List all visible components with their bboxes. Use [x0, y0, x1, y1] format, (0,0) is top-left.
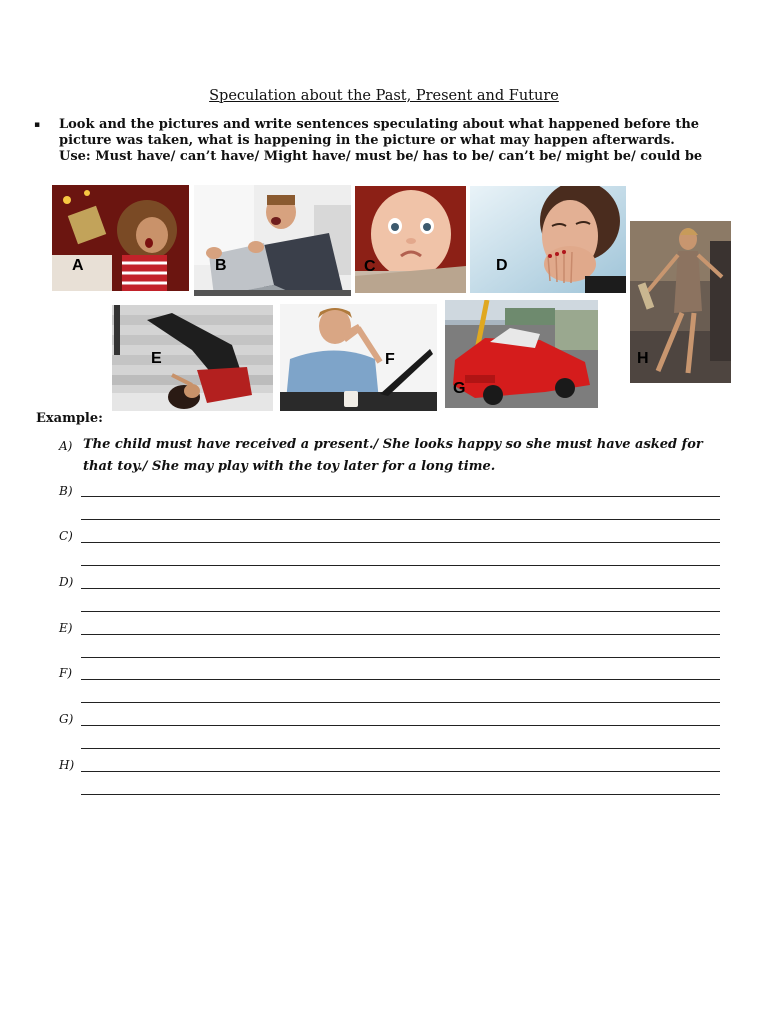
- shocked-woman-image: [470, 186, 626, 293]
- answer-line-b-2[interactable]: [81, 519, 720, 520]
- crashed-car-image: [445, 300, 598, 408]
- picture-h: [630, 221, 731, 383]
- crying-baby-image: [355, 186, 466, 293]
- instructions-line-2: picture was taken, what is happening in the picture or what may happen afterwards.: [59, 133, 675, 148]
- worksheet-title: Speculation about the Past, Present and Future: [209, 88, 559, 104]
- stressed-man-computer-image: [280, 304, 437, 411]
- answer-letter-f: F): [59, 666, 73, 680]
- answer-line-g-1[interactable]: [81, 725, 720, 726]
- woman-falling-stairs-image: [112, 305, 273, 411]
- answer-line-h-2[interactable]: [81, 794, 720, 795]
- example-sentence-line-1: The child must have received a present./ She looks happy so she must have asked for: [83, 437, 703, 452]
- answer-line-f-2[interactable]: [81, 702, 720, 703]
- answer-letter-h: H): [59, 758, 75, 772]
- instructions-line-3: Use: Must have/ can’t have/ Might have/ must be/ has to be/ can’t be/ might be/ could be: [59, 149, 703, 164]
- picture-e: [112, 305, 273, 411]
- answer-line-d-1[interactable]: [81, 588, 720, 589]
- bullet-icon: ▪: [34, 120, 41, 130]
- answer-line-d-2[interactable]: [81, 611, 720, 612]
- picture-letter-c: C: [364, 258, 376, 275]
- answer-letter-e: E): [59, 621, 73, 635]
- answer-letter-b: B): [59, 484, 73, 498]
- christmas-child-image: [52, 185, 189, 291]
- example-sentence-line-2: that toy./ She may play with the toy later for a long time.: [83, 459, 496, 474]
- answer-line-h-1[interactable]: [81, 771, 720, 772]
- picture-f: [280, 304, 437, 411]
- answer-line-e-1[interactable]: [81, 634, 720, 635]
- answer-line-f-1[interactable]: [81, 679, 720, 680]
- picture-a: [52, 185, 189, 291]
- answer-line-g-2[interactable]: [81, 748, 720, 749]
- answer-line-c-2[interactable]: [81, 565, 720, 566]
- answer-line-e-2[interactable]: [81, 657, 720, 658]
- picture-letter-b: B: [215, 257, 227, 274]
- answer-letter-g: G): [59, 712, 74, 726]
- picture-letter-h: H: [637, 350, 649, 367]
- picture-letter-f: F: [385, 351, 395, 368]
- picture-letter-d: D: [496, 257, 508, 274]
- answer-line-b-1[interactable]: [81, 496, 720, 497]
- example-letter: A): [59, 439, 73, 453]
- angry-man-laptop-image: [194, 185, 351, 296]
- picture-d: [470, 186, 626, 293]
- picture-c: [355, 186, 466, 293]
- answer-letter-d: D): [59, 575, 74, 589]
- picture-g: [445, 300, 598, 408]
- answer-letter-c: C): [59, 529, 73, 543]
- picture-b: [194, 185, 351, 296]
- picture-letter-a: A: [72, 257, 84, 274]
- instructions-line-1: Look and the pictures and write sentences speculating about what happened before the: [59, 117, 700, 132]
- instructions: [34, 117, 724, 165]
- picture-letter-g: G: [453, 380, 466, 397]
- answer-line-c-1[interactable]: [81, 542, 720, 543]
- picture-letter-e: E: [151, 350, 162, 367]
- example-label: Example:: [36, 411, 103, 426]
